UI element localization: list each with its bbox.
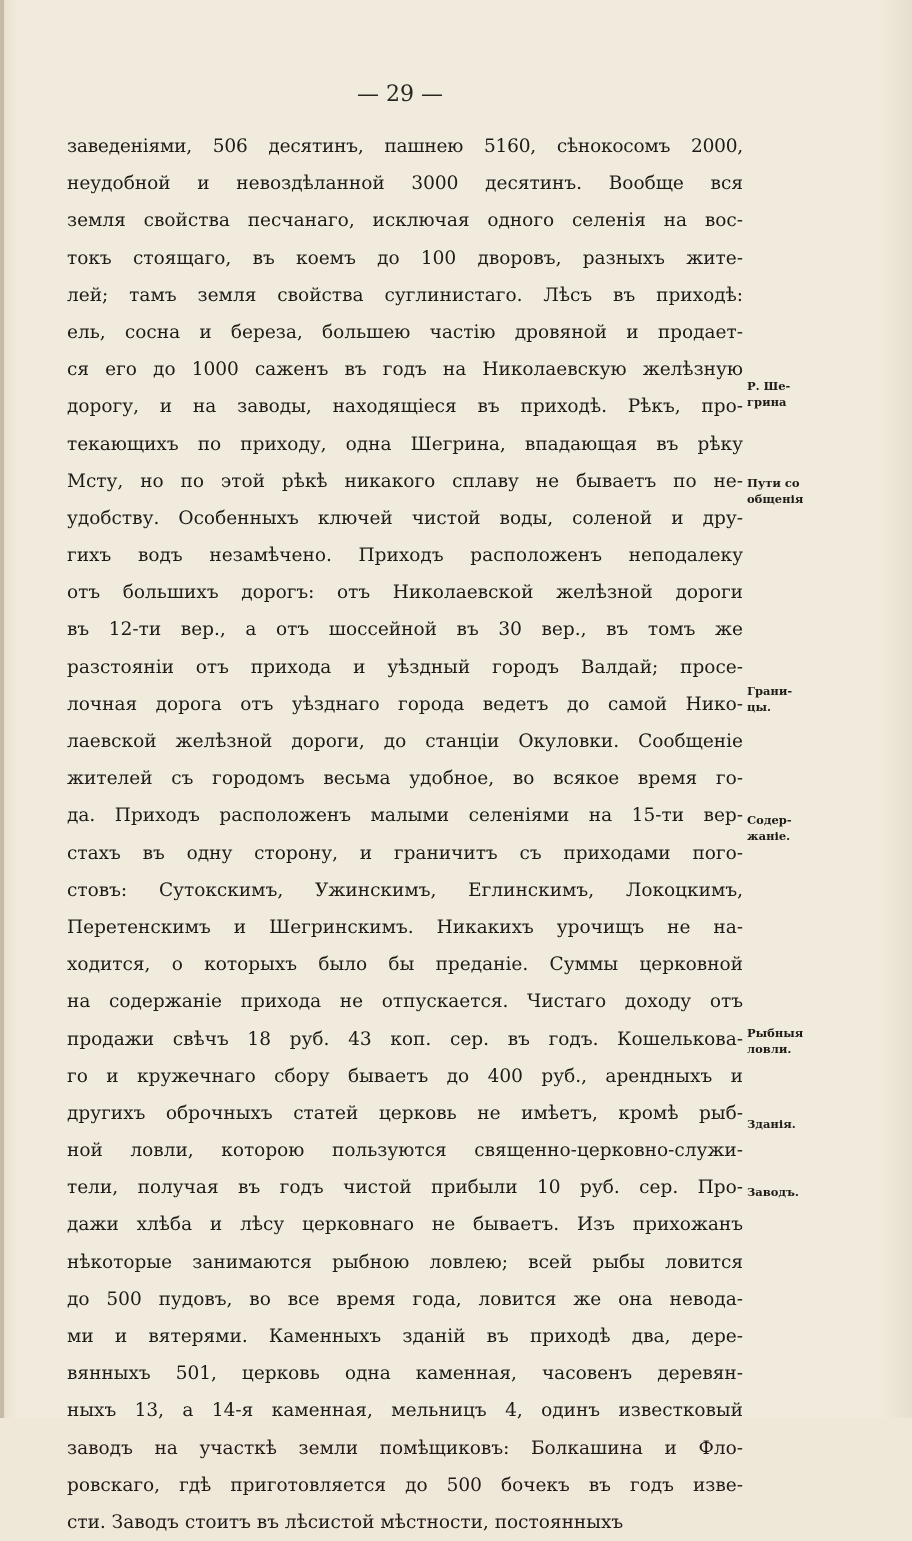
text-line: на содержаніе прихода не отпускается. Чистаго доходу отъ xyxy=(67,991,743,1013)
margin-note-line: Содер- xyxy=(747,813,792,827)
text-line: продажи свѣчъ 18 руб. 43 коп. сер. въ годъ. Кошельковa- xyxy=(67,1028,743,1050)
text-line: дорогу, и на заводы, находящіеся въ приходѣ. Рѣкъ, про- xyxy=(67,396,743,418)
text-line: да. Приходъ расположенъ малыми селеніями на 15-ти вер- xyxy=(67,805,743,827)
text-line: отъ большихъ дорогъ: отъ Николаевской желѣзной дороги xyxy=(67,582,743,604)
text-line: стахъ въ одну сторону, и граничитъ съ приходами пого- xyxy=(67,842,743,864)
text-line: неудобной и невоздѣланной 3000 десятинъ. Вообще вся xyxy=(67,173,743,195)
margin-note-shegrina xyxy=(747,378,817,410)
text-line: ми и вятерями. Каменныхъ зданій въ приходѣ два, дере- xyxy=(67,1326,743,1347)
text-line: ной ловли, которою пользуются священно-церковно-служи- xyxy=(67,1140,743,1162)
margin-note-fishing xyxy=(747,1025,817,1057)
margin-note-line: ловли. xyxy=(747,1042,792,1056)
text-line: ныхъ 13, а 14-я каменная, мельницъ 4, одинъ известковый xyxy=(67,1400,743,1422)
text-line: ровскаго, гдѣ приготовляется до 500 бочекъ въ годъ изве- xyxy=(67,1474,743,1496)
text-line: го и кружечнаго сбору бываетъ до 400 руб., арендныхъ и xyxy=(67,1065,743,1087)
text-line: удобству. Особенныхъ ключей чистой воды, соленой и дру- xyxy=(67,507,743,529)
margin-note-line: Рыбныя xyxy=(747,1026,804,1040)
text-line: заведеніями, 506 десятинъ, пашнею 5160, сѣнокосомъ 2000, xyxy=(67,136,743,157)
text-line: ся его до 1000 саженъ въ годъ на Николаевскую желѣзную xyxy=(67,359,743,381)
text-line: лочная дорога отъ уѣзднаго города ведетъ до самой Нико- xyxy=(67,693,743,715)
text-line: жителей съ городомъ весьма удобное, во всякое время го- xyxy=(67,768,743,790)
text-line: токъ стоящаго, въ коемъ до 100 дворовъ, разныхъ жите- xyxy=(67,247,743,269)
text-line: вянныхъ 501, церковь одна каменная, часовенъ деревян- xyxy=(67,1363,743,1385)
body-text xyxy=(67,128,743,1541)
text-line: заводъ на участкѣ земли помѣщиковъ: Болкашина и Фло- xyxy=(67,1437,743,1459)
text-line: стовъ: Сутокскимъ, Ужинскимъ, Еглинскимъ, Локоцкимъ, xyxy=(67,879,743,901)
margin-note-maintenance xyxy=(747,812,817,844)
margin-note-borders xyxy=(747,683,817,715)
margin-note-line: Пути со xyxy=(747,476,800,490)
text-line: земля свойства песчанаго, исключая одного селенія на вос- xyxy=(67,210,743,232)
text-line: до 500 пудовъ, во все время года, ловится же она невода- xyxy=(67,1288,743,1310)
text-line: сти. Заводъ стоитъ въ лѣсистой мѣстности, постоянныхъ xyxy=(67,1511,624,1533)
text-line: Мсту, но по этой рѣкѣ никакого сплаву не бываетъ по не- xyxy=(67,470,743,492)
text-line: другихъ оброчныхъ статей церковь не имѣетъ, кромѣ рыб- xyxy=(67,1102,743,1124)
text-line: разстояніи отъ прихода и уѣздный городъ Валдай; просе- xyxy=(67,656,743,678)
margin-note-line: грина xyxy=(747,395,787,409)
text-line: дажи хлѣба и лѣсу церковнаго не бываетъ. Изъ прихожанъ xyxy=(67,1214,743,1236)
margin-note-line: Зданія. xyxy=(747,1117,796,1131)
binding-edge xyxy=(0,0,4,1418)
margin-note-line: цы. xyxy=(747,700,772,714)
text-line: нѣкоторые занимаются рыбною ловлею; всей рыбы ловится xyxy=(67,1251,743,1273)
text-line: тели, получая въ годъ чистой прибыли 10 руб. сер. Про- xyxy=(67,1177,743,1199)
text-line: текающихъ по приходу, одна Шегрина, впадающая въ рѣку xyxy=(67,433,743,455)
margin-note-line: общенія xyxy=(747,492,804,506)
margin-note-buildings xyxy=(747,1116,817,1132)
text-line: Перетенскимъ и Шегринскимъ. Никакихъ урочищъ не на- xyxy=(67,916,743,938)
text-line: въ 12-ти вер., а отъ шоссейной въ 30 вер., въ томъ же xyxy=(67,619,743,641)
text-line: гихъ водъ незамѣчено. Приходъ расположенъ неподалеку xyxy=(67,545,743,567)
text-line: ходится, о которыхъ было бы преданіе. Суммы церковной xyxy=(67,954,743,976)
page-number: — 29 — xyxy=(357,82,443,107)
margin-note-line: Грани- xyxy=(747,684,793,698)
margin-note-line: жаніе. xyxy=(747,829,791,843)
margin-note-line: Р. Ше- xyxy=(747,379,791,393)
margin-note-factory xyxy=(747,1184,817,1200)
margin-note-routes xyxy=(747,475,817,507)
margin-note-line: Заводъ. xyxy=(747,1185,799,1199)
text-line: лей; тамъ земля свойства суглинистаго. Лѣсъ въ приходѣ: xyxy=(67,284,743,306)
text-line: ель, сосна и береза, большею частію дровяной и продает- xyxy=(67,321,743,343)
text-line: лаевской желѣзной дороги, до станціи Окуловки. Сообщеніе xyxy=(67,731,743,752)
